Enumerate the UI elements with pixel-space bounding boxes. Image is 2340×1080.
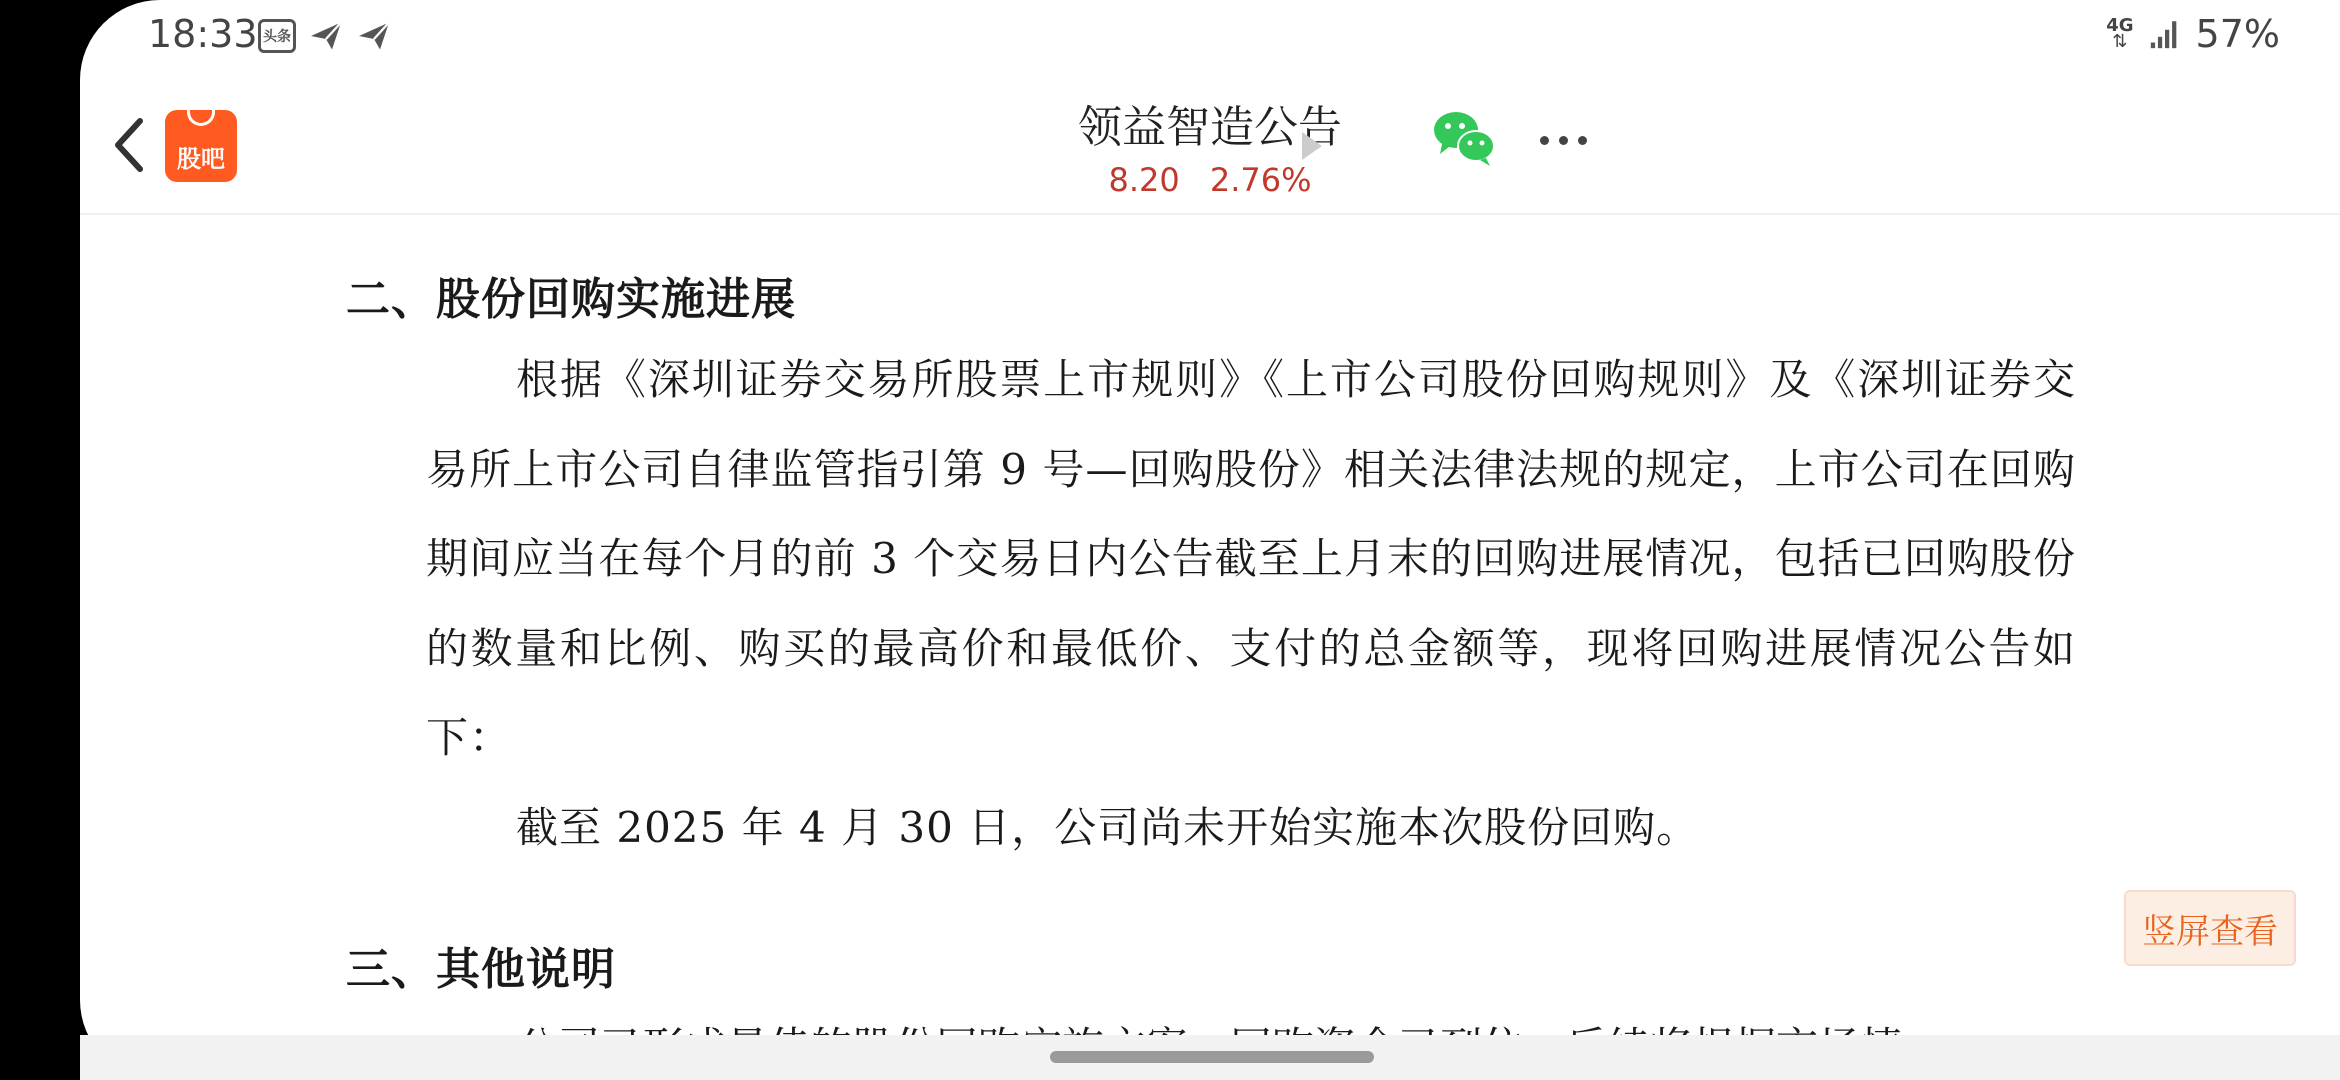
- doc-paragraph: 根据《深圳证券交易所股票上市规则》《上市公司股份回购规则》及《深圳证券交易所上市公司自律监管指引第 9 号—回购股份》相关法律法规的规定，上市公司在回购期间应当在每个月的前 3 个交易日内公告截至上月末的回购进展情况，包括已回购股份的数量和比例、购买的最高价和最低价、支付的总金额等，现将回购进展情况公告如下：: [426, 355, 2076, 762]
- title-expand-icon[interactable]: [1302, 132, 1322, 160]
- status-bar: [80, 0, 2340, 70]
- stock-change: 2.76%: [1209, 161, 1312, 199]
- page-title[interactable]: 领益智造公告: [1078, 102, 1342, 153]
- bottom-nav-bar: [80, 1035, 2340, 1080]
- more-options-button[interactable]: [1528, 120, 1598, 160]
- network-type: 4G: [2106, 15, 2134, 36]
- battery-percent: 57%: [2195, 12, 2280, 56]
- stock-price: 8.20: [1108, 161, 1180, 199]
- guba-logo-label: 股吧: [177, 145, 225, 173]
- announcement-document: [80, 215, 2340, 1035]
- paper-plane-icon: [308, 18, 344, 54]
- network-indicator: [2106, 15, 2134, 52]
- signal-icon: [2148, 17, 2182, 51]
- more-dots-icon: [1540, 136, 1549, 145]
- app-header: [80, 70, 2340, 215]
- section-heading: 三、其他说明: [346, 944, 616, 995]
- wechat-share-button[interactable]: [1432, 108, 1496, 168]
- more-dots-icon: [1578, 136, 1587, 145]
- portrait-view-button[interactable]: 竖屏查看: [2124, 890, 2296, 966]
- status-right-group: [2106, 12, 2280, 56]
- title-block: [80, 100, 2340, 200]
- paper-plane-icon: [356, 18, 392, 54]
- price-row: [80, 160, 2340, 200]
- status-notification-icons: [258, 18, 392, 54]
- status-time: 18:33: [148, 12, 258, 56]
- data-arrows-icon: ⇅: [2112, 31, 2128, 52]
- app-screen: [80, 0, 2340, 1080]
- doc-paragraph: 截至 2025 年 4 月 30 日，公司尚未开始实施本次股份回购。: [516, 803, 1700, 852]
- home-indicator[interactable]: [1050, 1051, 1374, 1063]
- wechat-icon: [1432, 108, 1496, 168]
- toutiao-icon: 头条: [258, 19, 296, 53]
- section-heading: 二、股份回购实施进展: [346, 274, 796, 325]
- more-dots-icon: [1559, 136, 1568, 145]
